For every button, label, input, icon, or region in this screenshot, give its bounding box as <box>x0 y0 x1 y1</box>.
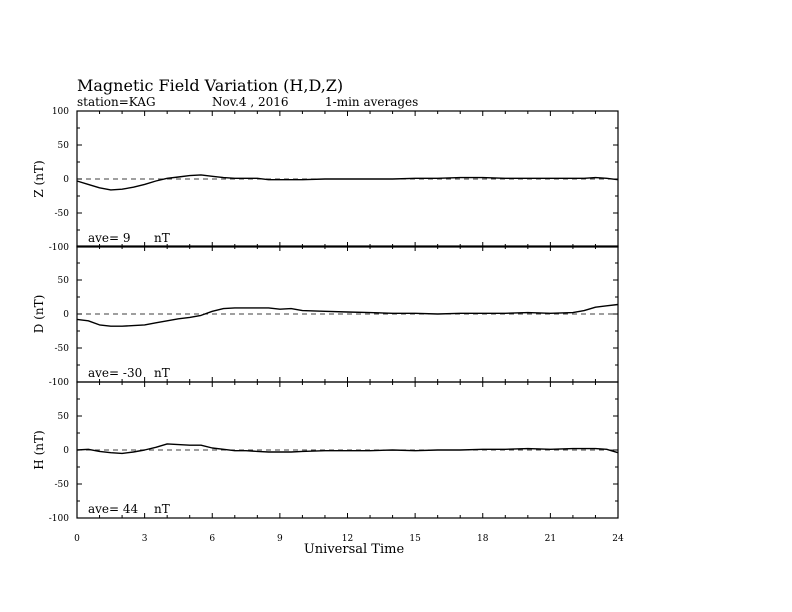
series-line-z <box>77 175 618 190</box>
y-tick-label: -100 <box>48 378 69 388</box>
y-axis-label: Z (nT) <box>32 160 46 198</box>
average-unit: nT <box>154 231 170 245</box>
y-tick-label: -50 <box>54 480 69 490</box>
y-tick-label: -50 <box>54 344 69 354</box>
x-axis-label: Universal Time <box>303 542 405 557</box>
panel-d <box>32 246 618 388</box>
average-label: ave= -30 <box>88 366 143 380</box>
y-tick-label: -50 <box>54 209 69 219</box>
y-tick-label: 100 <box>51 107 69 117</box>
x-tick-label: 24 <box>612 534 624 544</box>
x-tick-label: 6 <box>209 534 216 544</box>
y-tick-label: -100 <box>48 243 69 253</box>
series-line-d <box>77 305 618 327</box>
y-tick-label: 0 <box>63 446 69 456</box>
x-tick-label: 15 <box>409 534 421 544</box>
x-tick-label: 21 <box>544 534 557 544</box>
average-unit: nT <box>154 366 170 380</box>
averaging-label: 1-min averages <box>325 95 419 109</box>
panel-z <box>32 107 618 253</box>
y-tick-label: 0 <box>63 310 69 320</box>
y-tick-label: 50 <box>57 276 69 286</box>
average-unit: nT <box>154 502 170 516</box>
x-tick-label: 18 <box>477 534 489 544</box>
y-tick-label: 50 <box>57 412 69 422</box>
chart-title: Magnetic Field Variation (H,D,Z) <box>77 76 344 95</box>
average-label: ave= 44 <box>88 502 139 516</box>
x-tick-label: 0 <box>74 534 80 544</box>
series-line-h <box>77 444 618 454</box>
panel-h <box>32 382 618 524</box>
x-tick-label: 3 <box>141 534 148 544</box>
y-tick-label: 50 <box>57 141 69 151</box>
y-axis-label: H (nT) <box>32 430 46 470</box>
average-label: ave= 9 <box>88 231 131 245</box>
x-tick-label: 9 <box>277 534 283 544</box>
date-label: Nov.4 , 2016 <box>212 95 289 109</box>
y-axis-label: D (nT) <box>32 294 46 334</box>
y-tick-label: 0 <box>63 175 69 185</box>
station-label: station=KAG <box>77 95 156 109</box>
panels-group <box>32 107 618 524</box>
x-tick-label: 12 <box>341 534 354 544</box>
y-tick-label: -100 <box>48 514 69 524</box>
